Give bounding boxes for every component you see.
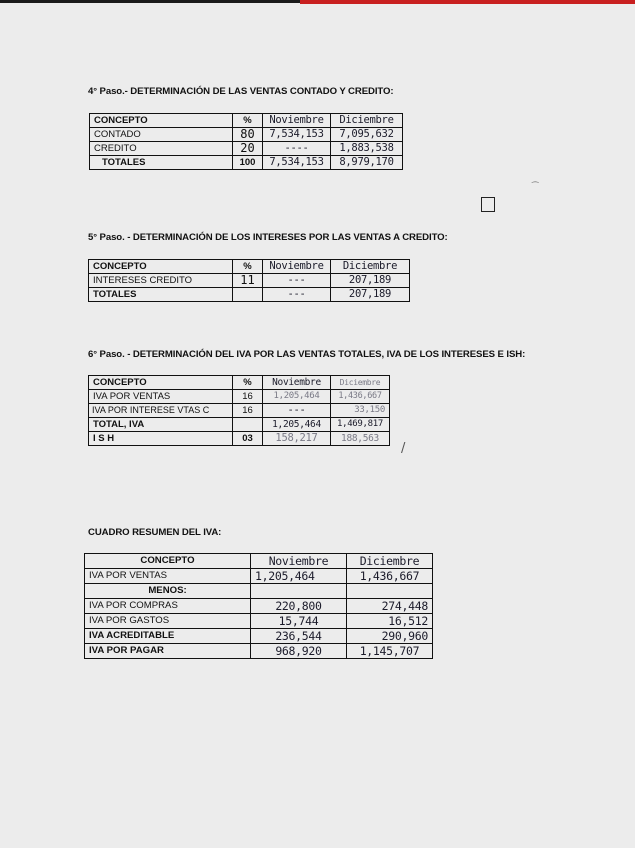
cell-dic: 1,883,538 (331, 142, 403, 156)
cell-pct: 03 (233, 432, 263, 446)
cell-concepto: TOTALES (90, 156, 233, 170)
paso6-title: 6° Paso. - DETERMINACIÓN DEL IVA POR LAS VENTAS TOTALES, IVA DE LOS INTERESES E ISH: (88, 349, 526, 360)
cell-concepto: MENOS: (85, 584, 251, 599)
cell-nov: --- (263, 274, 331, 288)
cell-dic: 8,979,170 (331, 156, 403, 170)
resumen-title: CUADRO RESUMEN DEL IVA: (88, 527, 222, 538)
header-diciembre: Diciembre (347, 554, 433, 569)
cell-concepto: CREDITO (90, 142, 233, 156)
table-header-row (90, 114, 403, 128)
cell-nov: 968,920 (251, 644, 347, 659)
cell-pct (233, 288, 263, 302)
header-concepto: CONCEPTO (89, 260, 233, 274)
cell-concepto: IVA POR VENTAS (85, 569, 251, 584)
cell-pct: 11 (233, 274, 263, 288)
header-noviembre: Noviembre (263, 114, 331, 128)
header-pct: % (233, 114, 263, 128)
header-diciembre: Diciembre (331, 260, 410, 274)
cell-nov: ---- (263, 142, 331, 156)
cell-dic: 1,436,667 (331, 390, 390, 404)
cell-nov: 1,205,464 (263, 418, 331, 432)
header-diciembre: Diciembre (331, 114, 403, 128)
header-noviembre: Noviembre (263, 376, 331, 390)
header-diciembre: Diciembre (331, 376, 390, 390)
table-row (85, 599, 433, 614)
header-noviembre: Noviembre (251, 554, 347, 569)
cell-pct (233, 418, 263, 432)
header-noviembre: Noviembre (263, 260, 331, 274)
cell-concepto: TOTAL, IVA (89, 418, 233, 432)
cell-nov: 7,534,153 (263, 156, 331, 170)
cell-nov: --- (263, 404, 331, 418)
cell-concepto: IVA POR VENTAS (89, 390, 233, 404)
table-row (90, 156, 403, 170)
table-row (89, 418, 390, 432)
cell-nov (251, 584, 347, 599)
cell-nov: 15,744 (251, 614, 347, 629)
paso4-table (89, 113, 403, 170)
scan-red-edge (300, 0, 635, 4)
scan-top-edge (0, 0, 635, 3)
cell-nov: --- (263, 288, 331, 302)
header-concepto: CONCEPTO (90, 114, 233, 128)
table-row (90, 128, 403, 142)
cell-pct: 16 (233, 404, 263, 418)
cell-dic: 1,436,667 (347, 569, 433, 584)
cell-dic: 16,512 (347, 614, 433, 629)
cell-dic: 207,189 (331, 288, 410, 302)
header-pct: % (233, 376, 263, 390)
paso5-title: 5° Paso. - DETERMINACIÓN DE LOS INTERESES POR LAS VENTAS A CREDITO: (88, 232, 448, 243)
table-row (85, 614, 433, 629)
cell-pct: 16 (233, 390, 263, 404)
cell-dic: 1,469,817 (331, 418, 390, 432)
stray-mark: ⁀ (532, 182, 539, 191)
table-header-row (89, 376, 390, 390)
cell-concepto: IVA POR PAGAR (85, 644, 251, 659)
table-row (89, 404, 390, 418)
cell-dic: 188,563 (331, 432, 390, 446)
header-concepto: CONCEPTO (89, 376, 233, 390)
table-row (85, 584, 433, 599)
table-row (85, 644, 433, 659)
cell-concepto: IVA POR GASTOS (85, 614, 251, 629)
cell-dic (347, 584, 433, 599)
table-header-row (85, 554, 433, 569)
paso6-table (88, 375, 390, 446)
cell-dic: 7,095,632 (331, 128, 403, 142)
stray-slash-mark: / (401, 441, 406, 456)
header-concepto: CONCEPTO (85, 554, 251, 569)
cell-nov: 220,800 (251, 599, 347, 614)
cell-nov: 236,544 (251, 629, 347, 644)
table-row (89, 288, 410, 302)
table-row (85, 569, 433, 584)
cell-concepto: IVA POR INTERESE VTAS C (89, 404, 233, 418)
cell-concepto: TOTALES (89, 288, 233, 302)
checkbox-square (481, 197, 495, 212)
cell-concepto: IVA POR COMPRAS (85, 599, 251, 614)
cell-dic: 207,189 (331, 274, 410, 288)
cell-concepto: INTERESES CREDITO (89, 274, 233, 288)
cell-nov: 1,205,464 (263, 390, 331, 404)
table-row (85, 629, 433, 644)
cell-pct: 20 (233, 142, 263, 156)
cell-pct: 100 (233, 156, 263, 170)
cell-dic: 290,960 (347, 629, 433, 644)
header-pct: % (233, 260, 263, 274)
table-row (89, 390, 390, 404)
cell-nov: 7,534,153 (263, 128, 331, 142)
cell-concepto: I S H (89, 432, 233, 446)
cell-pct: 80 (233, 128, 263, 142)
paso4-title: 4° Paso.- DETERMINACIÓN DE LAS VENTAS CONTADO Y CREDITO: (88, 86, 394, 97)
resumen-table (84, 553, 433, 659)
cell-nov: 1,205,464 (251, 569, 347, 584)
table-row (90, 142, 403, 156)
table-row (89, 432, 390, 446)
cell-dic: 1,145,707 (347, 644, 433, 659)
cell-concepto: IVA ACREDITABLE (85, 629, 251, 644)
cell-nov: 158,217 (263, 432, 331, 446)
cell-dic: 274,448 (347, 599, 433, 614)
paso5-table (88, 259, 410, 302)
cell-dic: 33,150 (331, 404, 390, 418)
cell-concepto: CONTADO (90, 128, 233, 142)
table-row (89, 274, 410, 288)
table-header-row (89, 260, 410, 274)
